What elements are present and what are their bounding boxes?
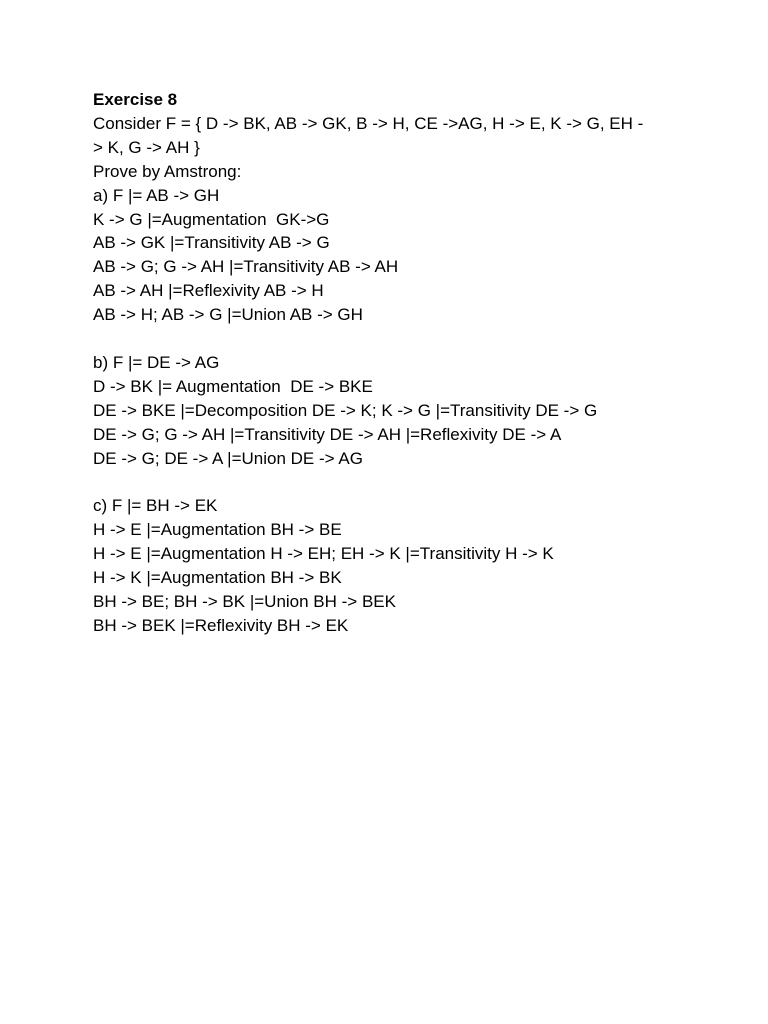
part-c-step: BH -> BEK |=Reflexivity BH -> EK [93, 615, 349, 635]
part-c-step: BH -> BE; BH -> BK |=Union BH -> BEK [93, 592, 396, 611]
paragraph-spacer [93, 470, 693, 494]
part-b-step: DE -> BKE |=Decomposition DE -> K; K -> G |=Transitivity DE -> G [93, 400, 598, 420]
part-c-heading: c) F |= BH -> EK [93, 496, 218, 516]
part-b-step: DE -> G; DE -> A |=Union DE -> AG [93, 448, 363, 468]
intro-line: > K, G -> AH } [93, 137, 200, 157]
part-b-step: DE -> G; G -> AH |=Transitivity DE -> AH |=Reflexivity DE -> A [93, 424, 562, 444]
part-a-heading: a) F |= AB -> GH [93, 185, 220, 205]
part-a-step: AB -> AH |=Reflexivity AB -> H [93, 281, 324, 301]
document-body [93, 88, 693, 638]
part-a-step: AB -> GK |=Transitivity AB -> G [93, 233, 330, 253]
part-a-step: K -> G |=Augmentation GK->G [93, 209, 330, 229]
exercise-title: Exercise 8 [93, 90, 178, 109]
part-b-step: D -> BK |= Augmentation DE -> BKE [93, 376, 373, 396]
intro-line: Prove by Amstrong: [93, 161, 242, 181]
part-c-step: H -> E |=Augmentation BH -> BE [93, 520, 342, 540]
intro-line: Consider F = { D -> BK, AB -> GK, B -> H, CE ->AG, H -> E, K -> G, EH - [93, 113, 644, 133]
paragraph-spacer [93, 327, 693, 351]
part-b-heading: b) F |= DE -> AG [93, 352, 220, 372]
part-c-step: H -> E |=Augmentation H -> EH; EH -> K |=Transitivity H -> K [93, 544, 554, 564]
part-c-step: H -> K |=Augmentation BH -> BK [93, 568, 342, 588]
part-a-step: AB -> H; AB -> G |=Union AB -> GH [93, 305, 363, 325]
part-a-step: AB -> G; G -> AH |=Transitivity AB -> AH [93, 257, 399, 277]
